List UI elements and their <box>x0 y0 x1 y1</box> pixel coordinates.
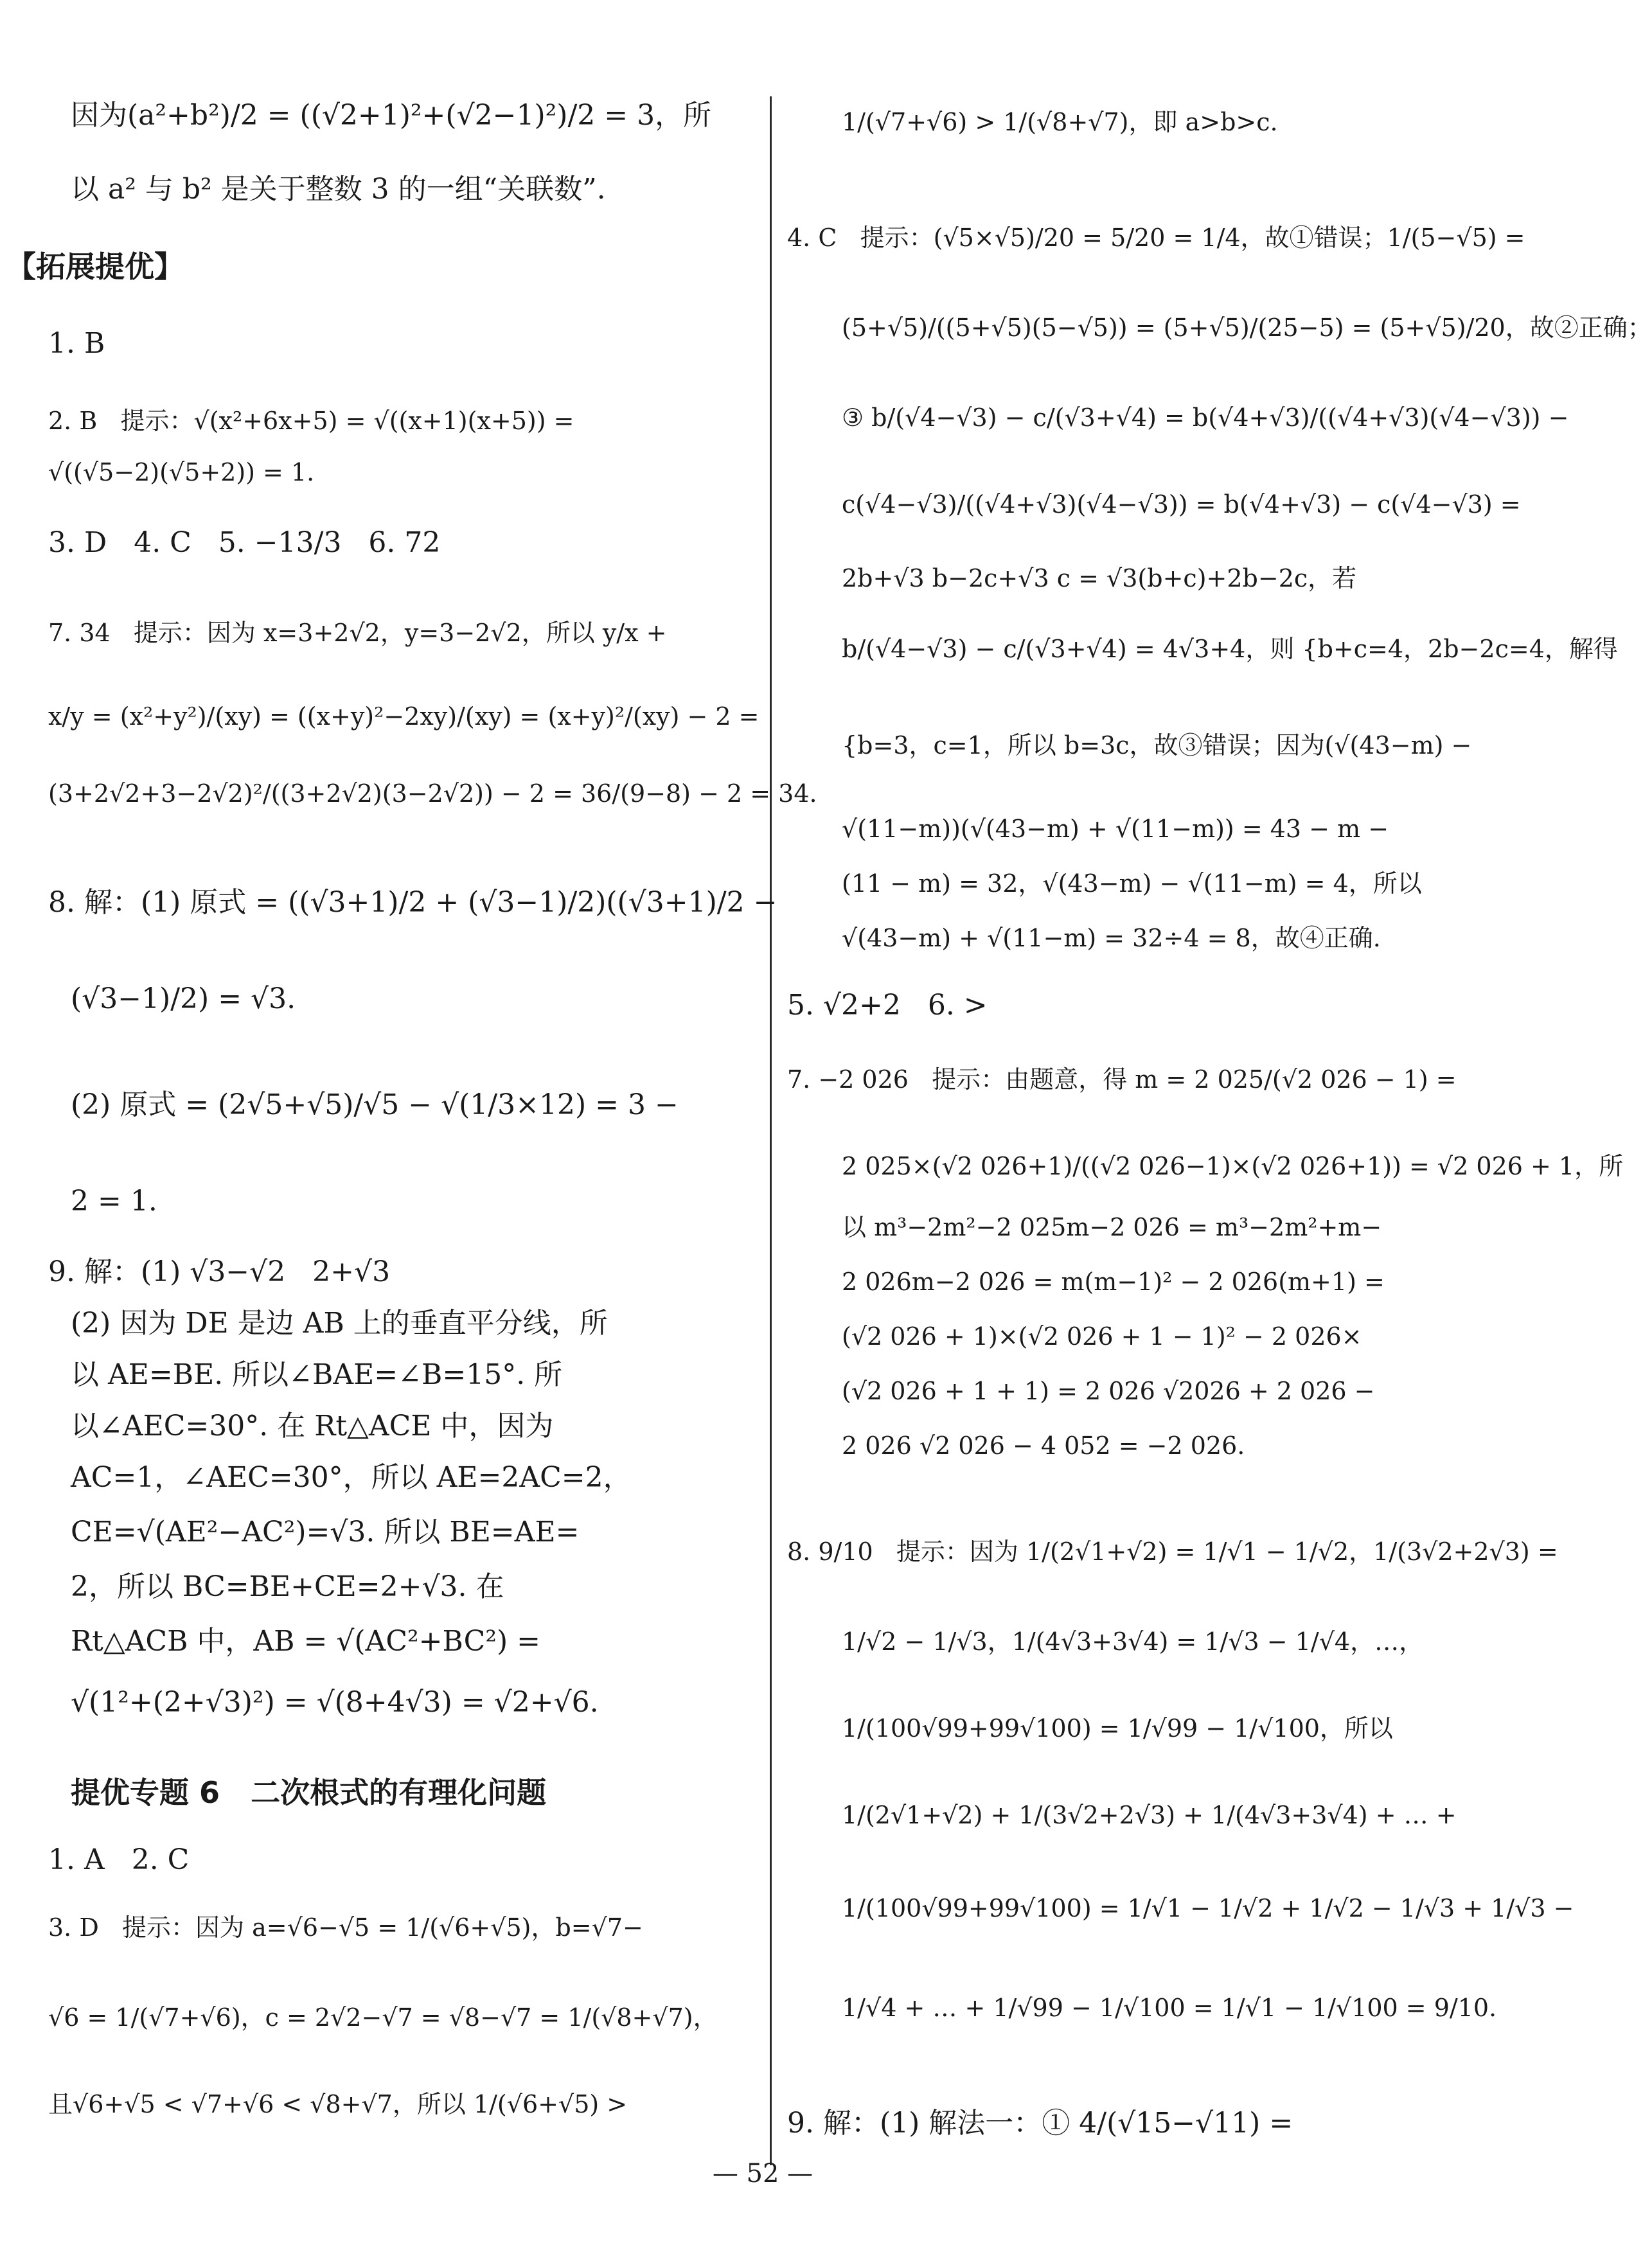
text-line: 2 025×(√2 026+1)/((√2 026−1)×(√2 026+1)) = √2 026 + 1，所 <box>842 1152 1624 1180</box>
text-line: 1/√4 + … + 1/√99 − 1/√100 = 1/√1 − 1/√100 = 9/10. <box>842 1994 1497 2022</box>
answer-item: 5. √2+2 6. > <box>787 989 988 1022</box>
text-line: (3+2√2+3−2√2)²/((3+2√2)(3−2√2)) − 2 = 36/(9−8) − 2 = 34. <box>48 779 817 808</box>
answer-item: 3. D 4. C 5. −13/3 6. 72 <box>48 526 441 559</box>
text-line: (√2 026 + 1)×(√2 026 + 1 − 1)² − 2 026× <box>842 1322 1362 1351</box>
text-line: √(43−m) + √(11−m) = 32÷4 = 8，故④正确. <box>842 924 1381 952</box>
answer-item: 7. −2 026 提示：由题意，得 m = 2 025/(√2 026 − 1) = <box>787 1065 1457 1094</box>
answer-item: 2. B 提示：√(x²+6x+5) = √((x+1)(x+5)) = <box>48 407 574 435</box>
text-line: 且√6+√5 < √7+√6 < √8+√7，所以 1/(√6+√5) > <box>48 2090 628 2118</box>
answer-item: 3. D 提示：因为 a=√6−√5 = 1/(√6+√5)，b=√7− <box>48 1913 643 1942</box>
text-line: 1/(100√99+99√100) = 1/√99 − 1/√100，所以 <box>842 1714 1393 1742</box>
text-line: √((√5−2)(√5+2)) = 1. <box>48 458 315 486</box>
text-line: 1/(2√1+√2) + 1/(3√2+2√3) + 1/(4√3+3√4) + … + <box>842 1801 1457 1829</box>
text-line: 以 m³−2m²−2 025m−2 026 = m³−2m²+m− <box>842 1213 1382 1241</box>
text-line: 1/(√7+√6) > 1/(√8+√7)，即 a>b>c. <box>842 108 1278 136</box>
answer-item: 1. B <box>48 327 105 360</box>
section-heading: 提优专题 6 二次根式的有理化问题 <box>71 1775 547 1810</box>
text-line: 2，所以 BC=BE+CE=2+√3. 在 <box>71 1570 504 1603</box>
text-line: CE=√(AE²−AC²)=√3. 所以 BE=AE= <box>71 1516 580 1548</box>
text-line: 因为(a²+b²)/2 = ((√2+1)²+(√2−1)²)/2 = 3，所 <box>71 99 712 132</box>
answer-item: 4. C 提示：(√5×√5)/20 = 5/20 = 1/4，故①错误；1/(5−√5) = <box>787 224 1525 252</box>
text-line: 以 AE=BE. 所以∠BAE=∠B=15°. 所 <box>71 1358 563 1391</box>
text-line: (√3−1)/2) = √3. <box>71 982 296 1015</box>
text-line: AC=1，∠AEC=30°，所以 AE=2AC=2， <box>71 1461 632 1494</box>
answer-item: 8. 解：(1) 原式 = ((√3+1)/2 + (√3−1)/2)((√3+1)/2 − <box>48 886 777 919</box>
text-line: 1/√2 − 1/√3，1/(4√3+3√4) = 1/√3 − 1/√4，…， <box>842 1627 1424 1656</box>
text-line: 2 = 1. <box>71 1185 157 1218</box>
text-line: Rt△ACB 中，AB = √(AC²+BC²) = <box>71 1625 540 1658</box>
text-line: √(1²+(2+√3)²) = √(8+4√3) = √2+√6. <box>71 1686 599 1719</box>
text-line: 2 026 √2 026 − 4 052 = −2 026. <box>842 1432 1245 1460</box>
text-line: (2) 原式 = (2√5+√5)/√5 − √(1/3×12) = 3 − <box>71 1088 679 1121</box>
text-line: ③ b/(√4−√3) − c/(√3+√4) = b(√4+√3)/((√4+√3)(√4−√3)) − <box>842 403 1569 432</box>
column-divider <box>770 96 772 2165</box>
text-line: (√2 026 + 1 + 1) = 2 026 √2026 + 2 026 − <box>842 1377 1375 1405</box>
text-line: {b=3，c=1，所以 b=3c，故③错误；因为(√(43−m) − <box>842 731 1472 759</box>
text-line: (5+√5)/((5+√5)(5−√5)) = (5+√5)/(25−5) = (5+√5)/20，故②正确； <box>842 314 1652 342</box>
text-line: (2) 因为 DE 是边 AB 上的垂直平分线，所 <box>71 1307 608 1340</box>
text-line: c(√4−√3)/((√4+√3)(√4−√3)) = b(√4+√3) − c(√4−√3) = <box>842 490 1521 519</box>
text-line: (11 − m) = 32，√(43−m) − √(11−m) = 4，所以 <box>842 869 1422 898</box>
section-heading: 【拓展提优】 <box>6 249 184 284</box>
text-line: 2b+√3 b−2c+√3 c = √3(b+c)+2b−2c，若 <box>842 564 1357 592</box>
text-line: 2 026m−2 026 = m(m−1)² − 2 026(m+1) = <box>842 1268 1385 1296</box>
page-number: — 52 — <box>712 2159 813 2188</box>
text-line: √(11−m))(√(43−m) + √(11−m)) = 43 − m − <box>842 815 1389 843</box>
answer-item: 9. 解：(1) √3−√2 2+√3 <box>48 1255 391 1288</box>
answer-item: 7. 34 提示：因为 x=3+2√2，y=3−2√2，所以 y/x + <box>48 619 667 647</box>
text-line: 以 a² 与 b² 是关于整数 3 的一组“关联数”. <box>71 173 606 206</box>
answer-item: 8. 9/10 提示：因为 1/(2√1+√2) = 1/√1 − 1/√2，1/(3√2+2√3) = <box>787 1538 1558 1566</box>
text-line: b/(√4−√3) − c/(√3+√4) = 4√3+4，则 {b+c=4，2b−2c=4，解得 <box>842 635 1618 663</box>
text-line: 1/(100√99+99√100) = 1/√1 − 1/√2 + 1/√2 − 1/√3 + 1/√3 − <box>842 1894 1574 1922</box>
text-line: x/y = (x²+y²)/(xy) = ((x+y)²−2xy)/(xy) = (x+y)²/(xy) − 2 = <box>48 702 759 731</box>
text-line: √6 = 1/(√7+√6)，c = 2√2−√7 = √8−√7 = 1/(√8+√7)， <box>48 2003 718 2032</box>
answer-item: 1. A 2. C <box>48 1843 190 1876</box>
answer-item: 9. 解：(1) 解法一：① 4/(√15−√11) = <box>787 2107 1293 2140</box>
text-line: 以∠AEC=30°. 在 Rt△ACE 中，因为 <box>71 1410 554 1442</box>
